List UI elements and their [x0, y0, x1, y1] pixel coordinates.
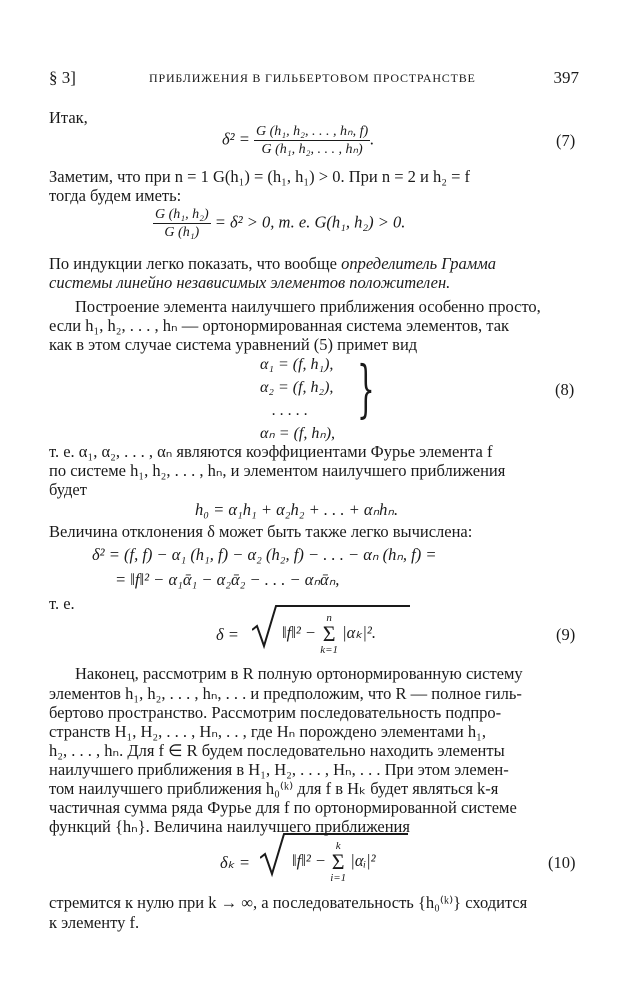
section-number: § 3] [49, 68, 76, 87]
paragraph-1-line-2: тогда будем иметь: [49, 186, 182, 205]
eq9-sum-top: n [326, 612, 332, 624]
eq9-sum [320, 612, 338, 656]
page-number: 397 [553, 68, 579, 87]
paragraph-6-line-6: наилучшего приближения в H₁, H₂, . . . , Hₙ, . . . При этом элемен- [49, 760, 509, 779]
running-title: ПРИБЛИЖЕНИЯ В ГИЛЬБЕРТОВОМ ПРОСТРАНСТВЕ [149, 71, 476, 85]
itak-text: Итак, [49, 108, 88, 127]
paragraph-1-line-1: Заметим, что при n = 1 G(h₁) = (h₁, h₁) > 0. При n = 2 и h₂ = f [49, 167, 471, 186]
eq7-denominator: G (h₁, h₂, . . . , hₙ) [261, 142, 363, 157]
eq-b-rest: = δ² > 0, т. е. G(h₁, h₂) > 0. [214, 212, 406, 232]
paragraph-2-line-1 [49, 254, 496, 274]
paragraph-6-line-2: элементов h₁, h₂, . . . , hₙ, . . . и предположим, что R — полное гиль- [49, 684, 522, 703]
right-brace: } [357, 352, 375, 425]
eq-b-denominator: G (h₁) [164, 225, 200, 240]
paragraph-7-line-1: стремится к нулю при k → ∞, а последовательность {h₀⁽ᵏ⁾} сходится [49, 893, 528, 912]
eq10-tail: |αᵢ|² [350, 850, 376, 870]
equation-delta-line-2: = ‖f‖² − α₁ᾱ₁ − α₂ᾱ₂ − . . . − αₙᾱₙ, [115, 570, 340, 589]
eq-b-numerator: G (h₁, h₂) [155, 207, 209, 222]
paragraph-6-line-1: Наконец, рассмотрим в R полную ортонормированную систему [75, 664, 523, 683]
paragraph-2-line-2: системы линейно независимых элементов положителен. [49, 273, 451, 292]
eq9-norm: ‖f‖² − [282, 622, 317, 642]
paragraph-6-line-5: h₂, . . . , hₙ. Для f ∈ R будем последовательно находить элементы [49, 741, 505, 760]
eq10-lhs: δₖ = [220, 853, 250, 872]
eq9-number: (9) [556, 625, 576, 644]
paragraph-4-line-2: по системе h₁, h₂, . . . , hₙ, и элементом наилучшего приближения [49, 461, 506, 480]
paragraph-5: Величина отклонения δ может быть также легко вычислена: [49, 522, 473, 541]
eq7-numerator: G (h₁, h₂, . . . , hₙ, f) [256, 124, 369, 139]
eq7-number: (7) [556, 131, 576, 150]
paragraph-6-line-3: бертово пространство. Рассмотрим последовательность подпро- [49, 703, 502, 722]
eq10-sum-top: k [335, 840, 341, 852]
eq9-body [282, 612, 376, 656]
paragraph-6-line-7: том наилучшего приближения h₀⁽ᵏ⁾ для f в Hₖ будет являться k-я [49, 779, 499, 798]
eq8-number: (8) [555, 380, 575, 399]
paragraph-4-line-3: будет [49, 480, 87, 499]
equation-system-8 [260, 353, 335, 445]
te-text: т. е. [49, 594, 75, 613]
system-row-1: α₁ = (f, h₁), [260, 356, 334, 373]
system-row-dots: . . . . . [272, 402, 308, 419]
paragraph-3-line-3: как в этом случае система уравнений (5) примет вид [49, 335, 418, 354]
paragraph-4-line-1: т. е. α₁, α₂, . . . , αₙ являются коэффициентами Фурье элемента f [49, 442, 493, 461]
eq10-number: (10) [548, 853, 576, 872]
equation-h0: h₀ = α₁h₁ + α₂h₂ + . . . + αₙhₙ. [195, 500, 399, 519]
running-header [49, 68, 579, 88]
eq10-norm: ‖f‖² − [292, 850, 327, 870]
eq10-sum [330, 840, 346, 884]
eq9-sum-bottom: k=1 [320, 644, 338, 656]
eq9-tail: |αₖ|². [342, 622, 376, 642]
eq10-body [292, 840, 376, 884]
p2-italic-a: определитель Грамма [341, 254, 497, 273]
eq9-lhs: δ = [216, 625, 239, 644]
paragraph-7-line-2: к элементу f. [49, 913, 140, 932]
system-row-n: αₙ = (f, hₙ), [260, 425, 336, 442]
paragraph-3-line-1: Построение элемента наилучшего приближения особенно просто, [75, 297, 541, 316]
eq10-sum-bottom: i=1 [330, 872, 347, 884]
system-row-2: α₂ = (f, h₂), [260, 379, 334, 396]
paragraph-6-line-8: частичная сумма ряда Фурье для f по ортонормированной системе [49, 798, 517, 817]
equation-delta-line-1: δ² = (f, f) − α₁ (h₁, f) − α₂ (h₂, f) − . . . − αₙ (hₙ, f) = [92, 545, 437, 564]
paragraph-6-line-9: функций {hₙ}. Величина наилучшего приближения [49, 817, 410, 836]
eq7-fraction [254, 123, 370, 158]
equation-7: δ² = $\frac{\text{G (h₁, h₂, . . . , hₙ, f)}}{\text{G (h₁, h₂, . . . , hₙ)}}$ . [222, 124, 375, 157]
sigma-icon: Σ [322, 621, 336, 646]
paragraph-6-line-4: странств H₁, H₂, . . . , Hₙ, . . , где Hₙ порождено элементами h₁, [49, 722, 487, 741]
paragraph-3-line-2: если h₁, h₂, . . . , hₙ — ортонормированная система элементов, так [49, 316, 510, 335]
eq-b-fraction [153, 206, 211, 241]
eq7-lhs: δ² = [222, 129, 250, 149]
p2-plain: По индукции легко показать, что вообще [49, 254, 342, 273]
equation-gram-2 [153, 206, 405, 241]
sigma-icon: Σ [331, 849, 345, 874]
